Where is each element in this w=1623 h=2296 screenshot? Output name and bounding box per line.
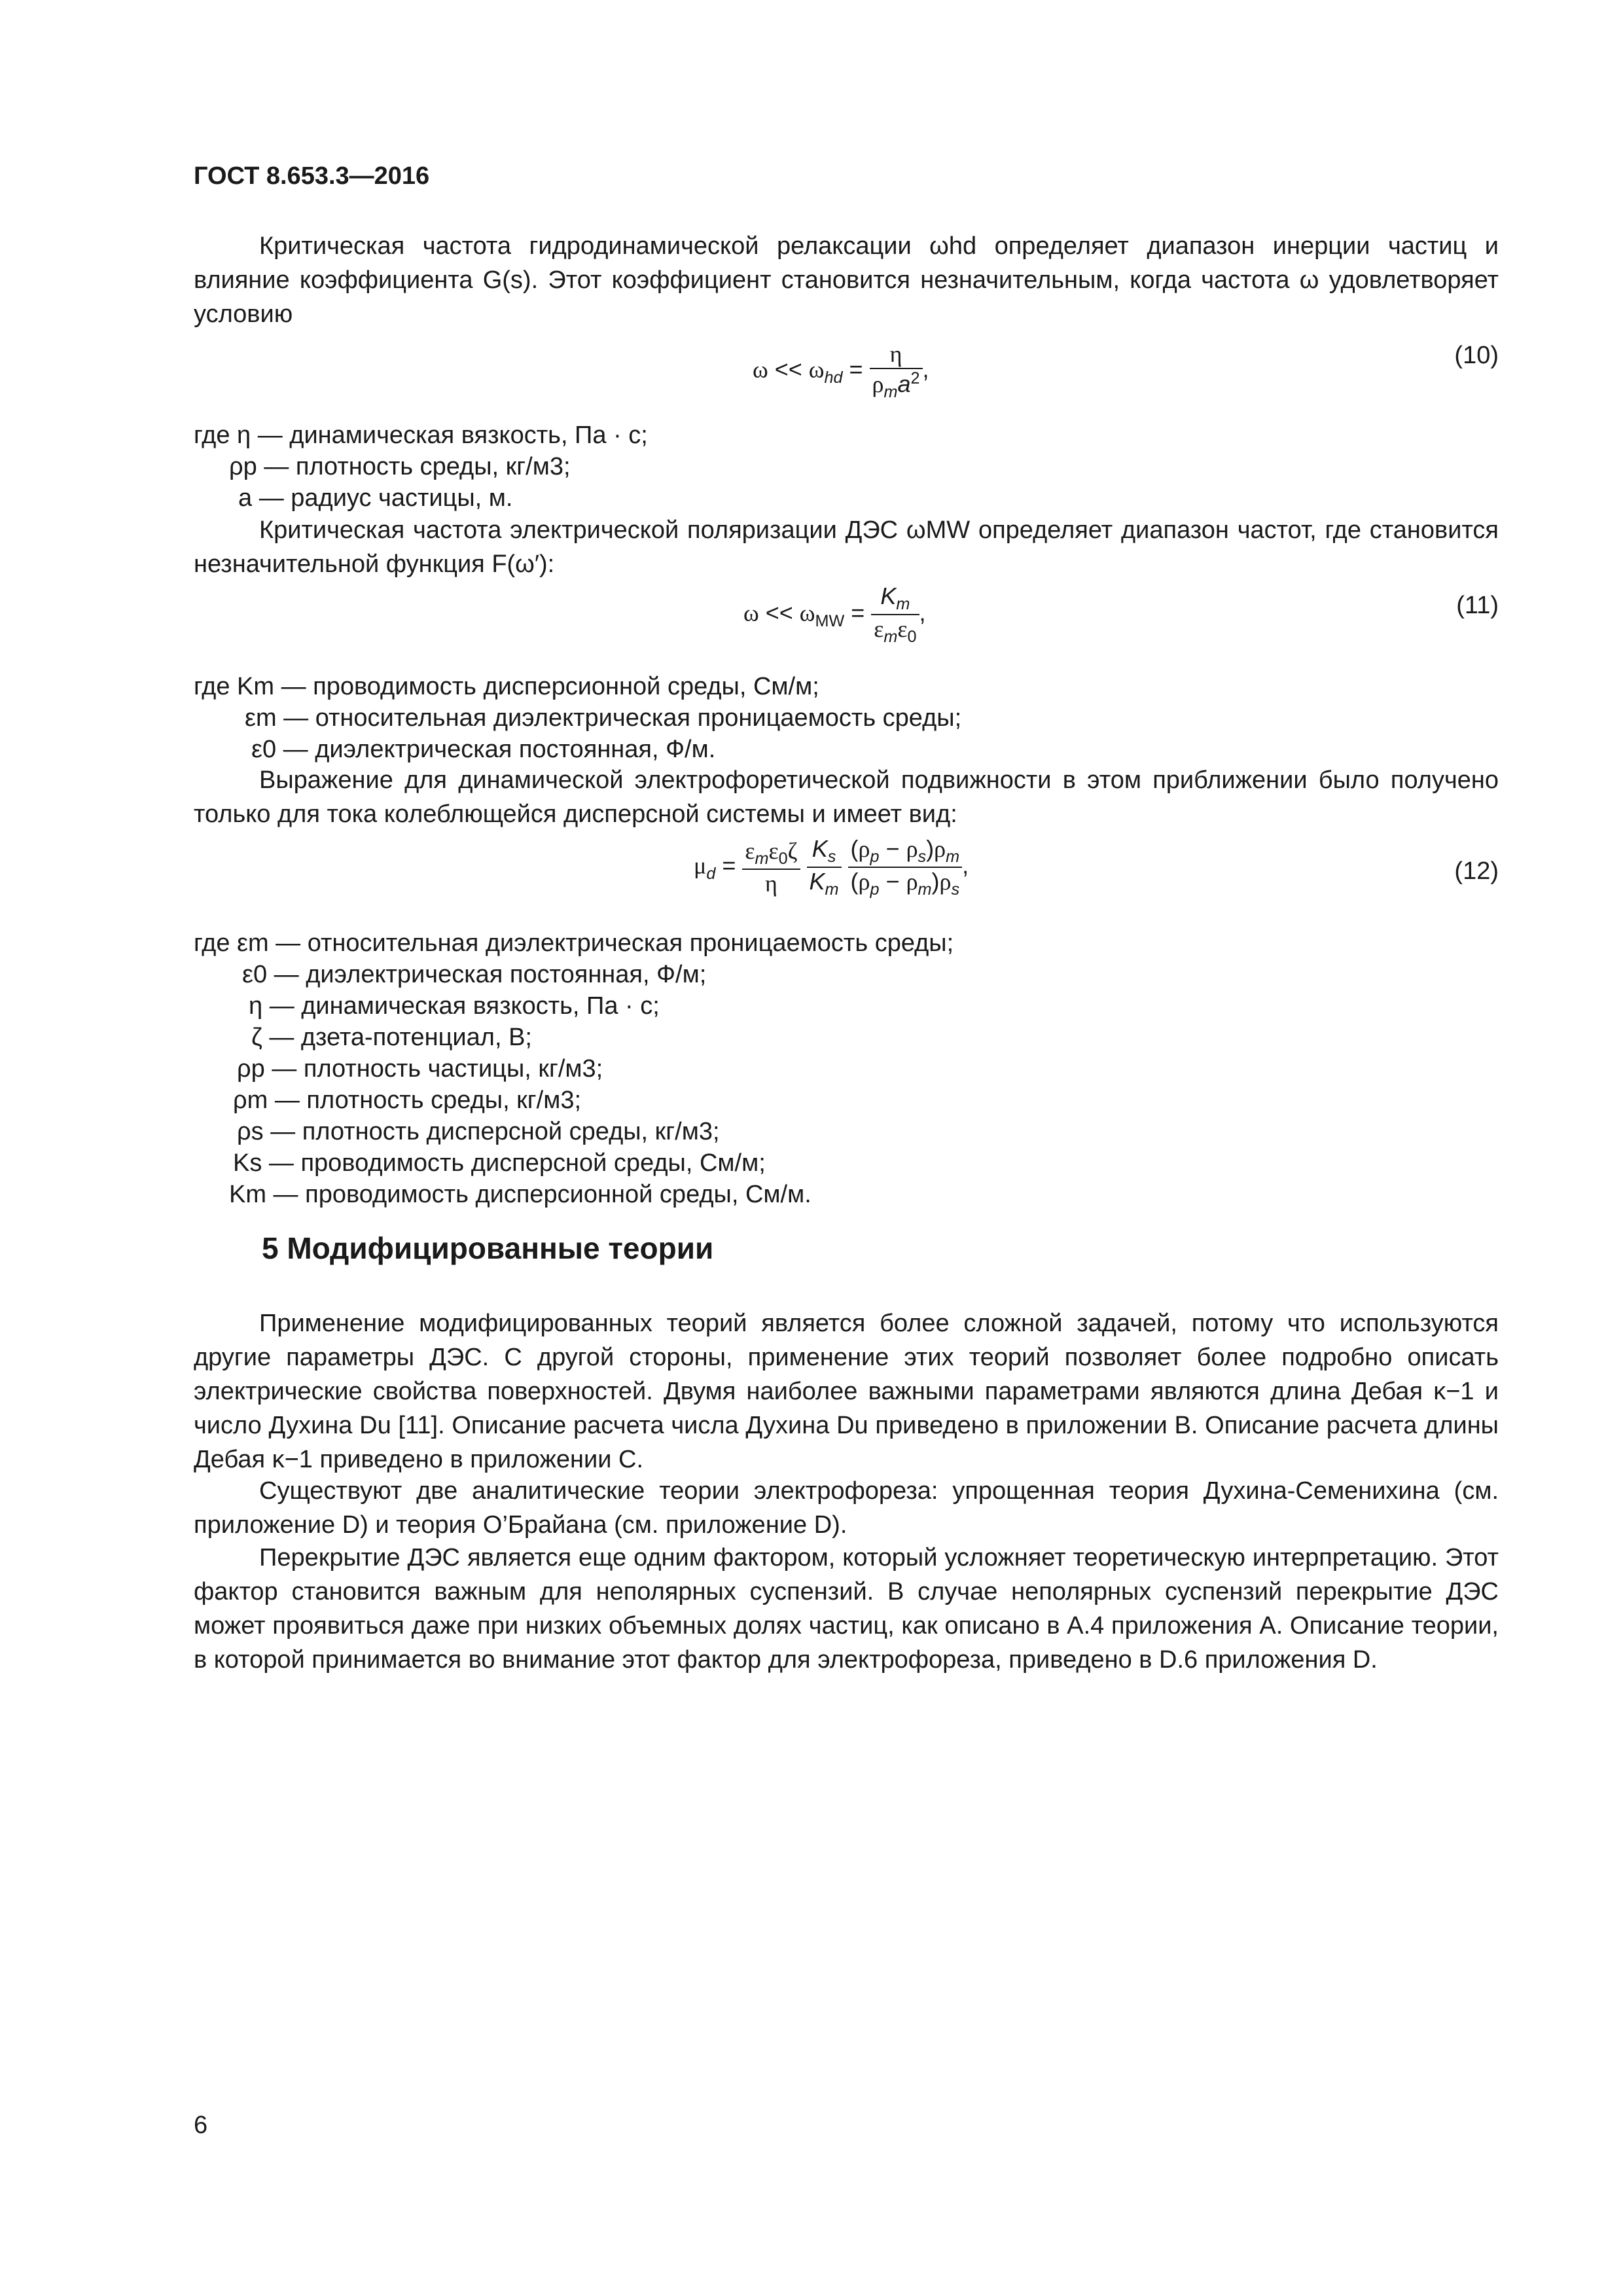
definition-eps-0: ε0 — диэлектрическая постоянная, Ф/м. xyxy=(251,736,716,763)
definition-km: где Km — проводимость дисперсионной среды, См/м; xyxy=(194,673,819,700)
formula-12: $\mu_d$ = $\frac{\varepsilon_m\varepsilon_0\zeta}{\eta}$ $\frac{K_s}{K_m}$ $\frac{(\rho_p - \rho_s)\rho_m}{(\rho_p - \rho_m)\rho_s}$ , xyxy=(694,835,969,899)
equation-number-12: (12) xyxy=(1454,857,1499,885)
definition-eps-m-2: где εm — относительная диэлектрическая проницаемость среды; xyxy=(194,929,954,957)
formula-11: $\omega << \omega_{MW}$ = $\frac{K_m}{\varepsilon_m\varepsilon_0}$ , xyxy=(743,583,926,647)
definition-eps-m: εm — относительная диэлектрическая проницаемость среды; xyxy=(245,704,962,732)
section-heading-5: 5 Модифицированные теории xyxy=(262,1231,714,1265)
paragraph-edl-overlap: Перекрытие ДЭС является еще одним фактором, который усложняет теоретическую интерпретацию. Этот фактор становится важным для неполярных суспензий. В случае неполярных суспензий перекрытие ДЭС может проявиться даже при низких объемных долях частиц, как описано в А.4 приложения А. Описание теории, в которой принимается во внимание этот фактор для электрофореза, приведено в D.6 приложения D. xyxy=(194,1544,1499,1674)
definition-eta-2: η — динамическая вязкость, Па · с; xyxy=(249,992,660,1020)
definition-eta: где η — динамическая вязкость, Па · с; xyxy=(194,422,648,449)
definition-ks: Ks — проводимость дисперсной среды, См/м; xyxy=(233,1149,766,1177)
definition-rho-p-2: ρp — плотность частицы, кг/м3; xyxy=(237,1055,603,1083)
equation-number-10: (10) xyxy=(1454,342,1499,369)
equation-number-11: (11) xyxy=(1456,592,1499,619)
definition-eps-0-2: ε0 — диэлектрическая постоянная, Ф/м; xyxy=(242,961,707,988)
paragraph-dynamic-mobility: Выражение для динамической электрофоретической подвижности в этом приближении было получено только для тока колеблющейся дисперсной системы и имеет вид: xyxy=(194,766,1499,828)
page-number: 6 xyxy=(194,2111,208,2139)
definition-a: a — радиус частицы, м. xyxy=(238,484,513,512)
definition-rho-m: ρm — плотность среды, кг/м3; xyxy=(233,1086,582,1114)
paragraph-electric-polarization: Критическая частота электрической поляризации ДЭС ωMW определяет диапазон частот, где становится незначительной функция F(ω′): xyxy=(194,516,1499,578)
definition-zeta: ζ — дзета-потенциал, В; xyxy=(251,1024,532,1051)
paragraph-analytical-theories: Существуют две аналитические теории электрофореза: упрощенная теория Духина-Семенихина (см. приложение D) и теория О’Брайана (см. приложение D). xyxy=(194,1477,1499,1539)
document-header: ГОСТ 8.653.3—2016 xyxy=(194,162,430,190)
definition-rho-p: ρp — плотность среды, кг/м3; xyxy=(229,453,571,480)
definition-rho-s: ρs — плотность дисперсной среды, кг/м3; xyxy=(237,1118,720,1145)
paragraph-hydrodynamic-relaxation: Критическая частота гидродинамической релаксации ωhd определяет диапазон инерции частиц и влияние коэффициента G(s). Этот коэффициент становится незначительным, когда частота ω удовлетворяет условию xyxy=(194,232,1499,328)
paragraph-modified-theories: Применение модифицированных теорий является более сложной задачей, потому что используются другие параметры ДЭС. С другой стороны, применение этих теорий позволяет более подробно описать электрические свойства поверхностей. Двумя наиболее важными параметрами являются длина Дебая κ−1 и число Духина Du [11]. Описание расчета числа Духина Du приведено в приложении B. Описание расчета длины Дебая κ−1 приведено в приложении C. xyxy=(194,1310,1499,1473)
formula-10: $\omega << \omega_{hd}$ = $\frac{\eta}{\rho_ma^2}$ , xyxy=(753,341,929,402)
definition-km-2: Km — проводимость дисперсионной среды, См/м. xyxy=(229,1181,812,1208)
